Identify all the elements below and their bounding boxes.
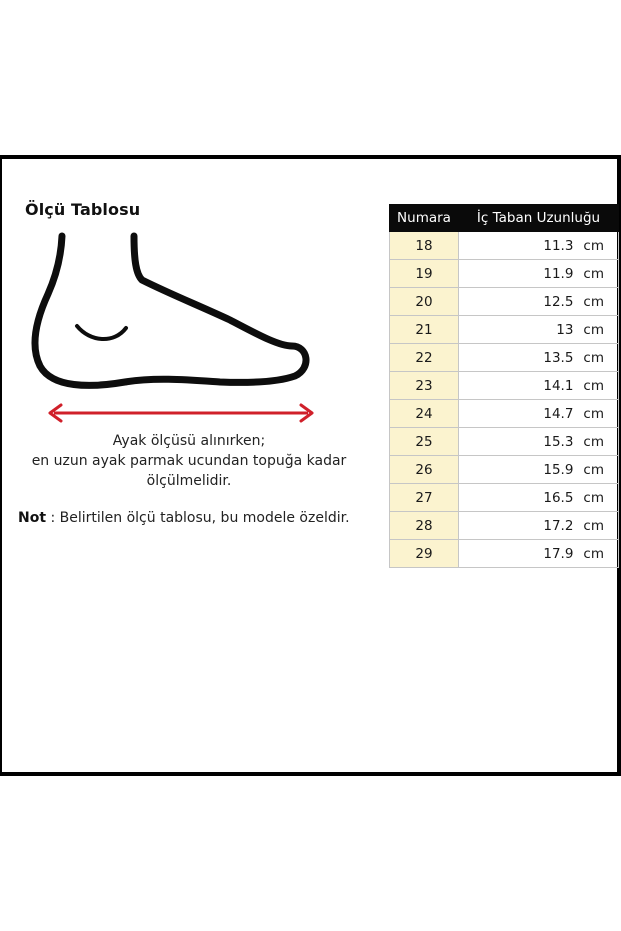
length-unit: cm [583,517,604,534]
length-cell [459,372,619,400]
size-cell: 24 [390,400,459,428]
column-header-insole-length: İç Taban Uzunluğu [459,205,619,232]
length-value: 16.5 [543,489,574,506]
model-note [18,510,350,526]
length-cell [459,512,619,540]
size-cell: 28 [390,512,459,540]
size-cell: 25 [390,428,459,456]
table-row [390,456,619,484]
table-row [390,484,619,512]
length-value: 17.2 [543,517,574,534]
size-cell: 29 [390,540,459,568]
length-cell [459,540,619,568]
size-cell: 18 [390,232,459,260]
note-text: : Belirtilen ölçü tablosu, bu modele özeldir. [46,510,350,526]
table-row [390,260,619,288]
length-cell [459,484,619,512]
table-row [390,400,619,428]
length-value: 11.9 [543,265,574,282]
size-cell: 21 [390,316,459,344]
size-cell: 20 [390,288,459,316]
length-unit: cm [583,405,604,422]
length-unit: cm [583,433,604,450]
length-value: 15.9 [543,461,574,478]
foot-outline-icon [30,228,320,428]
size-cell: 26 [390,456,459,484]
length-cell [459,400,619,428]
length-unit: cm [583,377,604,394]
table-row [390,316,619,344]
length-unit: cm [583,545,604,562]
length-cell [459,260,619,288]
length-value: 14.7 [543,405,574,422]
length-unit: cm [583,265,604,282]
note-label: Not [18,510,47,526]
length-unit: cm [583,237,604,254]
length-unit: cm [583,349,604,366]
size-table-header [390,205,619,232]
size-cell: 23 [390,372,459,400]
length-value: 14.1 [543,377,574,394]
length-unit: cm [583,489,604,506]
table-row [390,288,619,316]
length-value: 13 [556,321,574,338]
measure-arrow-icon [48,402,314,424]
table-row [390,512,619,540]
instruction-line-1: Ayak ölçüsü alınırken; [112,433,266,449]
table-row [390,344,619,372]
size-cell: 19 [390,260,459,288]
table-row [390,428,619,456]
table-row [390,232,619,260]
length-value: 13.5 [543,349,574,366]
size-cell: 22 [390,344,459,372]
page-title: Ölçü Tablosu [25,200,141,219]
table-row [390,372,619,400]
length-value: 12.5 [543,293,574,310]
column-header-size: Numara [390,205,459,232]
length-cell [459,456,619,484]
size-table [389,204,619,568]
instruction-line-3: ölçülmelidir. [146,473,232,489]
instruction-line-2: en uzun ayak parmak ucundan topuğa kadar [31,453,347,469]
length-value: 17.9 [543,545,574,562]
length-unit: cm [583,461,604,478]
length-value: 11.3 [543,237,574,254]
length-unit: cm [583,293,604,310]
length-cell [459,344,619,372]
length-cell [459,428,619,456]
size-cell: 27 [390,484,459,512]
table-row [390,540,619,568]
size-table-body [390,232,619,568]
length-unit: cm [583,321,604,338]
measurement-instructions [20,431,358,491]
length-cell [459,232,619,260]
length-value: 15.3 [543,433,574,450]
length-cell [459,288,619,316]
length-cell [459,316,619,344]
